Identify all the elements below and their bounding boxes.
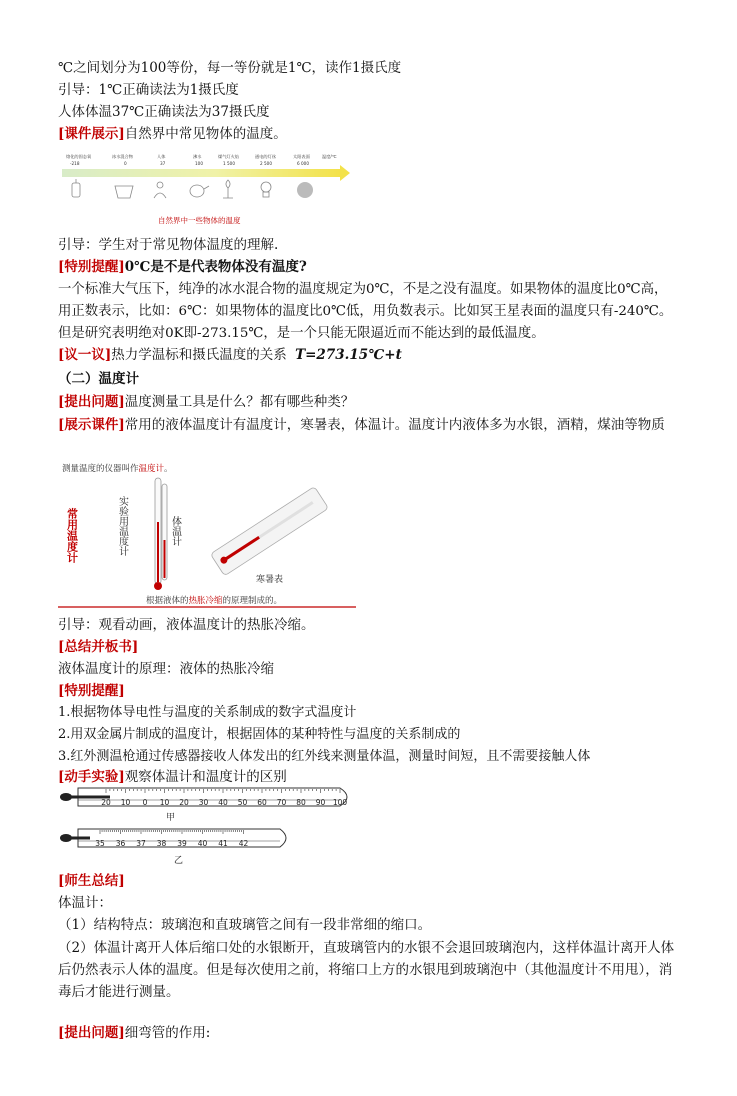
fig1-label: 冰水混合物 bbox=[112, 154, 133, 159]
scale-label: 40 bbox=[218, 798, 228, 807]
section-text: 热力学温标和摄氏温度的关系 bbox=[111, 347, 287, 363]
lab-thermometer bbox=[154, 478, 162, 590]
scale-label: 90 bbox=[315, 798, 326, 807]
fig2-title: 测量温度的仪器叫作温度计。 bbox=[62, 464, 173, 474]
section-tag: [课件展示] bbox=[58, 126, 125, 142]
section-text: 常用的液体温度计有温度计，寒暑表，体温计。温度计内液体多为水银，酒精，煤油等物质 bbox=[124, 417, 665, 433]
scale-label: 100 bbox=[332, 798, 348, 807]
fig1-label: 煤气灯火焰 bbox=[218, 154, 239, 159]
kettle-icon bbox=[190, 185, 209, 197]
thermometer-b-label: 乙 bbox=[174, 856, 184, 866]
scale-label: 80 bbox=[296, 798, 306, 807]
fig1-label: 沸水 bbox=[193, 154, 202, 159]
sun-icon bbox=[297, 182, 313, 198]
fig1-value: 6 000 bbox=[297, 161, 309, 166]
temperature-bar bbox=[62, 169, 340, 177]
text-line bbox=[58, 124, 287, 144]
section-tag: [师生总结] bbox=[58, 873, 125, 889]
gas-lamp-icon bbox=[223, 180, 233, 198]
fig1-label: 熔化的固态氧 bbox=[66, 154, 92, 159]
text-line bbox=[58, 414, 678, 436]
text-line: 液体温度计的原理：液体的热胀冷缩 bbox=[58, 661, 274, 677]
wall-thermometer bbox=[210, 486, 328, 575]
fig1-value: 100 bbox=[195, 161, 203, 166]
light-bulb-icon bbox=[261, 182, 271, 197]
text-line: 引导：观看动画，液体温度计的热胀冷缩。 bbox=[58, 617, 315, 633]
scale-label: 41 bbox=[218, 839, 228, 848]
scale-label: 35 bbox=[95, 839, 105, 848]
section-text: 自然界中常见物体的温度。 bbox=[124, 126, 287, 142]
arrow-icon bbox=[340, 165, 350, 181]
scale-label: 38 bbox=[156, 839, 167, 848]
section-tag: [动手实验] bbox=[58, 769, 125, 785]
fig1-value: 37 bbox=[160, 161, 166, 166]
fig1-label: 通电的灯丝 bbox=[255, 154, 276, 159]
section-tag: [议一议] bbox=[58, 347, 112, 363]
scale-label: 37 bbox=[136, 839, 146, 848]
text-line bbox=[58, 871, 125, 891]
paragraph: （2）体温计离开人体后缩口处的水银断开，直玻璃管内的水银不会退回玻璃泡内，这样体温计离开人体后仍然表示人体的温度。但是每次使用之前，将缩口上方的水银甩到玻璃泡中（其他温度计不用甩），消毒后才能进行测量。 bbox=[58, 940, 675, 1000]
person-icon bbox=[154, 182, 166, 198]
section-tag: [展示课件] bbox=[58, 417, 125, 433]
scale-label: 70 bbox=[276, 798, 287, 807]
text-line bbox=[58, 681, 125, 701]
fig1-label: 太阳表面 bbox=[293, 154, 310, 159]
text-line bbox=[58, 767, 287, 787]
section-tag: [提出问题] bbox=[58, 394, 125, 410]
section-tag: [特别提醒] bbox=[58, 259, 125, 275]
section-text: 0℃是不是代表物体没有温度? bbox=[124, 259, 307, 275]
scale-label: 20 bbox=[179, 798, 189, 807]
scale-label: 30 bbox=[198, 798, 209, 807]
clinical-thermometer bbox=[162, 484, 167, 580]
section-heading: （二）温度计 bbox=[58, 371, 139, 387]
scale-label: 40 bbox=[197, 839, 208, 848]
section-tag: [特别提醒] bbox=[58, 683, 125, 699]
clinical-thermometer-diagram bbox=[58, 826, 298, 866]
text-line bbox=[58, 637, 138, 657]
fig1-label: 温度/℃ bbox=[322, 154, 337, 159]
section-text: 观察体温计和温度计的区别 bbox=[124, 769, 287, 785]
formula: T=273.15℃+t bbox=[295, 347, 402, 363]
oxygen-flask-icon bbox=[72, 179, 80, 197]
text-line: 引导：学生对于常见物体温度的理解. bbox=[58, 237, 279, 253]
section-tag: [总结并板书] bbox=[58, 639, 139, 655]
fig1-value: -218 bbox=[70, 161, 80, 166]
text-line: 人体体温37℃正确读法为37摄氏度 bbox=[58, 104, 270, 120]
text-line bbox=[58, 257, 307, 277]
text-line: ℃之间划分为100等份，每一等份就是1℃，读作1摄氏度 bbox=[58, 60, 402, 76]
text-line: 3.红外测温枪通过传感器接收人体发出的红外线来测量体温，测量时间短，且不需要接触人体 bbox=[58, 749, 591, 764]
nature-temperature-figure bbox=[60, 152, 352, 230]
fig2-caption: 根据液体的热胀冷缩的原理制成的。 bbox=[146, 596, 283, 606]
section-tag: [提出问题] bbox=[58, 1025, 125, 1041]
scale-label: 10 bbox=[120, 798, 131, 807]
fig1-value: 2 500 bbox=[260, 161, 272, 166]
body-thermometer-label: 体温计 bbox=[169, 516, 181, 546]
fig1-caption: 自然界中一些物体的温度 bbox=[158, 216, 241, 225]
text-line: 体温计： bbox=[58, 895, 112, 911]
scale-label: 0 bbox=[142, 798, 148, 807]
lab-thermometer-label: 实验用温度计 bbox=[116, 496, 128, 556]
wall-thermometer-label: 寒暑表 bbox=[256, 575, 284, 585]
text-line: （1）结构特点：玻璃泡和直玻璃管之间有一段非常细的缩口。 bbox=[58, 917, 432, 933]
paragraph: 一个标准大气压下，纯净的冰水混合物的温度规定为0℃，不是之没有温度。如果物体的温度比0℃高，用正数表示，比如：6℃：如果物体的温度比0℃低，用负数表示。比如冥王星表面的温度只有-240℃。但是研究表明绝对0K即-273.15℃，是一个只能无限逼近而不能达到的最低温度。 bbox=[58, 282, 673, 341]
section-text: 温度测量工具是什么？都有哪些种类？ bbox=[124, 394, 355, 410]
scale-label: 20 bbox=[101, 798, 111, 807]
scale-label: 10 bbox=[159, 798, 170, 807]
thermometer-types-figure bbox=[58, 460, 356, 610]
text-line: 1.根据物体导电性与温度的关系制成的数字式温度计 bbox=[58, 705, 357, 720]
text-line: 引导：1℃正确读法为1摄氏度 bbox=[58, 82, 239, 98]
scale-label: 39 bbox=[177, 839, 187, 848]
text-line: 2.用双金属片制成的温度计，根据固体的某种特性与温度的关系制成的 bbox=[58, 727, 461, 742]
text-line bbox=[58, 392, 354, 412]
text-line bbox=[58, 345, 402, 365]
lab-thermometer-diagram bbox=[58, 786, 358, 826]
text-line bbox=[58, 1023, 210, 1043]
ice-water-icon bbox=[115, 186, 133, 198]
scale-label: 50 bbox=[237, 798, 248, 807]
scale-label: 42 bbox=[238, 839, 249, 848]
fig1-value: 0 bbox=[124, 161, 127, 166]
section-text: 细弯管的作用: bbox=[124, 1025, 211, 1041]
fig2-side-label: 常用温度计 bbox=[65, 508, 79, 563]
scale-label: 60 bbox=[257, 798, 267, 807]
fig1-label: 人体 bbox=[157, 154, 166, 159]
thermometer-a-label: 甲 bbox=[166, 813, 176, 823]
fig1-value: 1 500 bbox=[223, 161, 235, 166]
scale-label: 36 bbox=[115, 839, 126, 848]
